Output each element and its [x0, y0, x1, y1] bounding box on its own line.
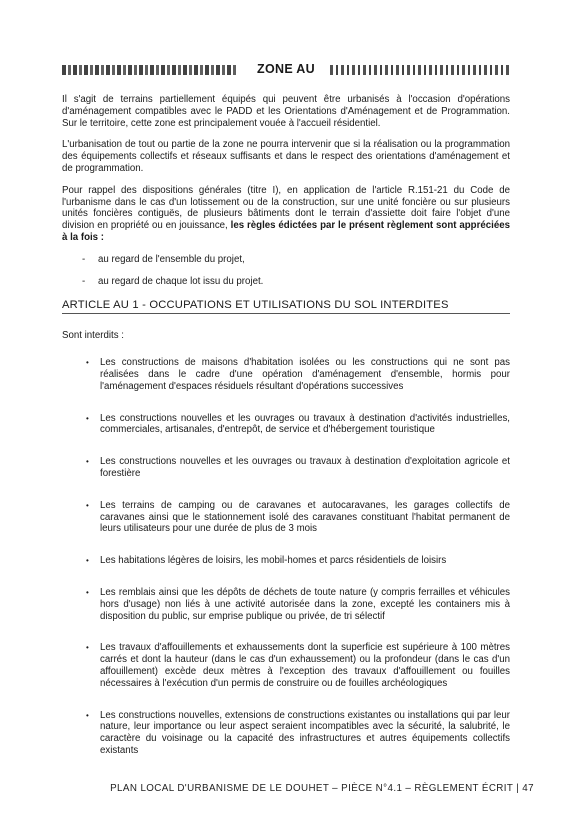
interdits-label: Sont interdits :: [62, 330, 124, 342]
zone-title: ZONE AU: [62, 62, 510, 76]
bullet-icon: •: [86, 500, 89, 510]
bullet-icon: •: [86, 710, 89, 720]
intro-paragraph-2: L'urbanisation de tout ou partie de la zone ne pourra intervenir que si la réalisation ou la programmation des équipements collectifs et réseaux suffisants et dans le respect des orientations d'aménagement et de programmation.: [62, 139, 510, 174]
list-item: - au regard de l'ensemble du projet,: [82, 253, 245, 265]
interdits-list: [62, 357, 510, 757]
dash-bullet-icon: -: [82, 275, 86, 287]
article-title: ARTICLE AU 1 - OCCUPATIONS ET UTILISATIONS DU SOL INTERDITES: [62, 299, 510, 314]
intro-paragraph-3-text: Pour rappel des dispositions générales (titre I), en application de l'article R.151-21 du Code de l'urbanisme dans le cas d'un lotissement ou de la construction, sur une unité foncière ou sur plusieurs unités foncières contiguës, de plusieurs bâtiments dont le terrain d'assiette doit faire l'objet d'une division en propriété ou en jouissance,: [62, 184, 510, 232]
appreciation-list: [62, 254, 510, 288]
list-item: - au regard de chaque lot issu du projet.: [82, 275, 264, 287]
list-item: • Les constructions de maisons d'habitation isolées ou les constructions qui ne sont pas réalisées dans le cadre d'une opération d'aménagement d'ensemble, hormis pour l'aménagement d'espaces résiduels résultant d'opérations successives: [86, 357, 510, 392]
zone-header: [62, 58, 510, 80]
intro-paragraph-1: Il s'agit de terrains partiellement équipés qui peuvent être urbanisés à l'occasion d'opérations d'aménagement compatibles avec le PADD et les Orientations d'Aménagement et de Programmation. Sur le territoire, cette zone est principalement vouée à l'accueil résidentiel.: [62, 94, 510, 129]
page-footer: PLAN LOCAL D'URBANISME DE LE DOUHET – PIÈCE N°4.1 – RÈGLEMENT ÉCRIT | 47: [110, 783, 534, 794]
bullet-icon: •: [86, 587, 89, 597]
list-item: • Les travaux d'affouillements et exhaussements dont la superficie est supérieure à 100 mètres carrés et dont la hauteur (dans le cas d'un exhaussement) ou la profondeur (dans le cas d'un affouillement) excède deux mètres à l'exception des travaux d'affouillement ou fouilles nécessaires à l'exécution d'un permis de construire ou de fouilles archéologiques: [86, 642, 510, 689]
list-item: • Les constructions nouvelles et les ouvrages ou travaux à destination d'exploitation agricole et forestière: [86, 456, 510, 479]
bullet-icon: •: [86, 358, 89, 368]
dash-bullet-icon: -: [82, 253, 86, 265]
list-item: • Les constructions nouvelles, extensions de constructions existantes ou installations qui par leur nature, leur importance ou leur aspect seraient incompatibles avec la sécurité, la salubrité, le caractère du voisinage ou la capacité des infrastructures et autres équipements collectifs existants: [86, 709, 510, 756]
document-page: [62, 58, 510, 777]
bullet-icon: •: [86, 413, 89, 423]
bullet-icon: •: [86, 643, 89, 653]
intro-paragraph-3-bold: les règles édictées par le présent règlement sont appréciées à la fois :: [62, 220, 510, 243]
intro-paragraph-3: [62, 185, 510, 244]
list-item: • Les terrains de camping ou de caravanes et autocaravanes, les garages collectifs de caravanes ainsi que le stationnement isolé des caravanes constituant l'habitat permanent de leurs utilisateurs pour une durée de plus de 3 mois: [86, 499, 510, 535]
list-item: • Les remblais ainsi que les dépôts de déchets de toute nature (y compris ferrailles et véhicules hors d'usage) non liés à une activité autorisée dans la zone, excepté les containers mis à disposition du public, sur emprise publique ou privée, de tri sélectif: [86, 586, 510, 622]
bullet-icon: •: [86, 457, 89, 467]
bullet-icon: •: [86, 556, 89, 566]
list-item: • Les constructions nouvelles et les ouvrages ou travaux à destination d'activités industrielles, commerciales, artisanales, d'entrepôt, de service et d'hébergement touristique: [86, 412, 510, 436]
list-item: • Les habitations légères de loisirs, les mobil-homes et parcs résidentiels de loisirs: [86, 555, 447, 567]
